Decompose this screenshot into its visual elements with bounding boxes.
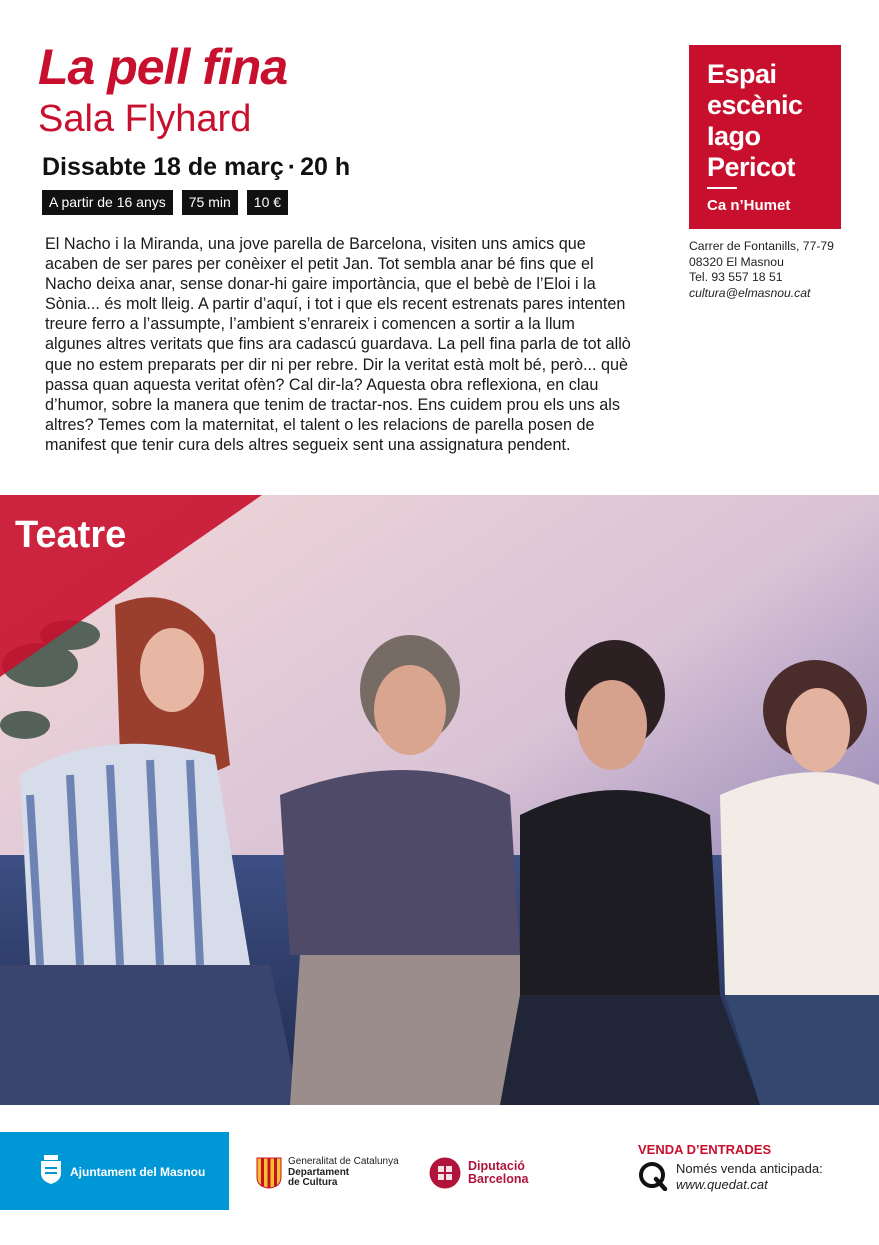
event-time: 20 h <box>300 153 351 181</box>
diputacio-seal-icon <box>429 1157 461 1189</box>
address-phone: Tel. 93 557 18 51 <box>689 270 783 284</box>
event-date: Dissabte 18 de març <box>42 153 284 181</box>
datetime-separator: · <box>287 153 297 181</box>
venue-logo-name: Espai escènic Iago Pericot <box>707 59 803 182</box>
address-street: Carrer de Fontanills, 77-79 <box>689 239 834 253</box>
event-title: La pell fina <box>38 39 288 95</box>
ticket-sales-note: Només venda anticipada: <box>676 1161 823 1176</box>
venue-logo-subtitle: Ca n’Humet <box>707 197 791 214</box>
event-description: El Nacho i la Miranda, una jove parella de Barcelona, visiten uns amics que acaben de ser pares per conèixer el petit Jan. Tot sembla anar bé fins que el Nacho deixa anar, sense donar-hi gaire importància, que el bebè de l’Eloi i la Sònia... és molt lleig. A partir d’aquí, i tot i que els recent estrenats pares intenten treure ferro a l’assumpte, l’ambient s’enrareix i comencen a sortir a la llum algunes altres veritats que fins ara cadascú guardava. La pell fina parla de tot allò que no estem preparats per dir ni per rebre. Dir la veritat està molt bé, però... què passa quan aquesta veritat ofèn? Cal dir-la? Aquesta obra reflexiona, en clau d’humor, sobre la manera que tenim de tractar-nos. Ens cuidem prou els uns als altres? Temes com la maternitat, el talent o les relacions de parella posen de manifest que tenir cura dels altres segueix sent una assignatura pendent. <box>45 235 631 454</box>
quedat-q-icon <box>638 1161 668 1191</box>
generalitat-label: Generalitat de Catalunya Departament de Cultura <box>288 1156 399 1188</box>
event-venue: Sala Flyhard <box>38 98 252 140</box>
event-datetime <box>42 152 350 182</box>
ticket-sales-info <box>638 1161 823 1192</box>
generalitat-stripes-icon <box>256 1157 282 1189</box>
diputacio-label: Diputació Barcelona <box>468 1159 529 1186</box>
generalitat-logo <box>256 1157 399 1189</box>
category-label: Teatre <box>15 514 127 556</box>
ticket-sales-title: VENDA D’ENTRADES <box>638 1142 772 1157</box>
price-tag: 10 € <box>247 190 288 215</box>
venue-logo-rule <box>707 187 737 189</box>
performance-photo <box>0 495 879 1105</box>
event-tags <box>42 190 288 215</box>
duration-tag: 75 min <box>182 190 238 215</box>
venue-address <box>689 239 834 301</box>
venue-logo <box>689 45 841 229</box>
ajuntament-label: Ajuntament del Masnou <box>70 1165 206 1179</box>
address-city: 08320 El Masnou <box>689 254 784 269</box>
address-email: cultura@elmasnou.cat <box>689 285 811 300</box>
age-tag: A partir de 16 anys <box>42 190 173 215</box>
ticket-sales-url[interactable]: www.quedat.cat <box>676 1176 768 1192</box>
ajuntament-logo <box>0 1132 229 1210</box>
diputacio-logo <box>429 1157 528 1189</box>
ajuntament-shield-icon <box>38 1155 64 1185</box>
